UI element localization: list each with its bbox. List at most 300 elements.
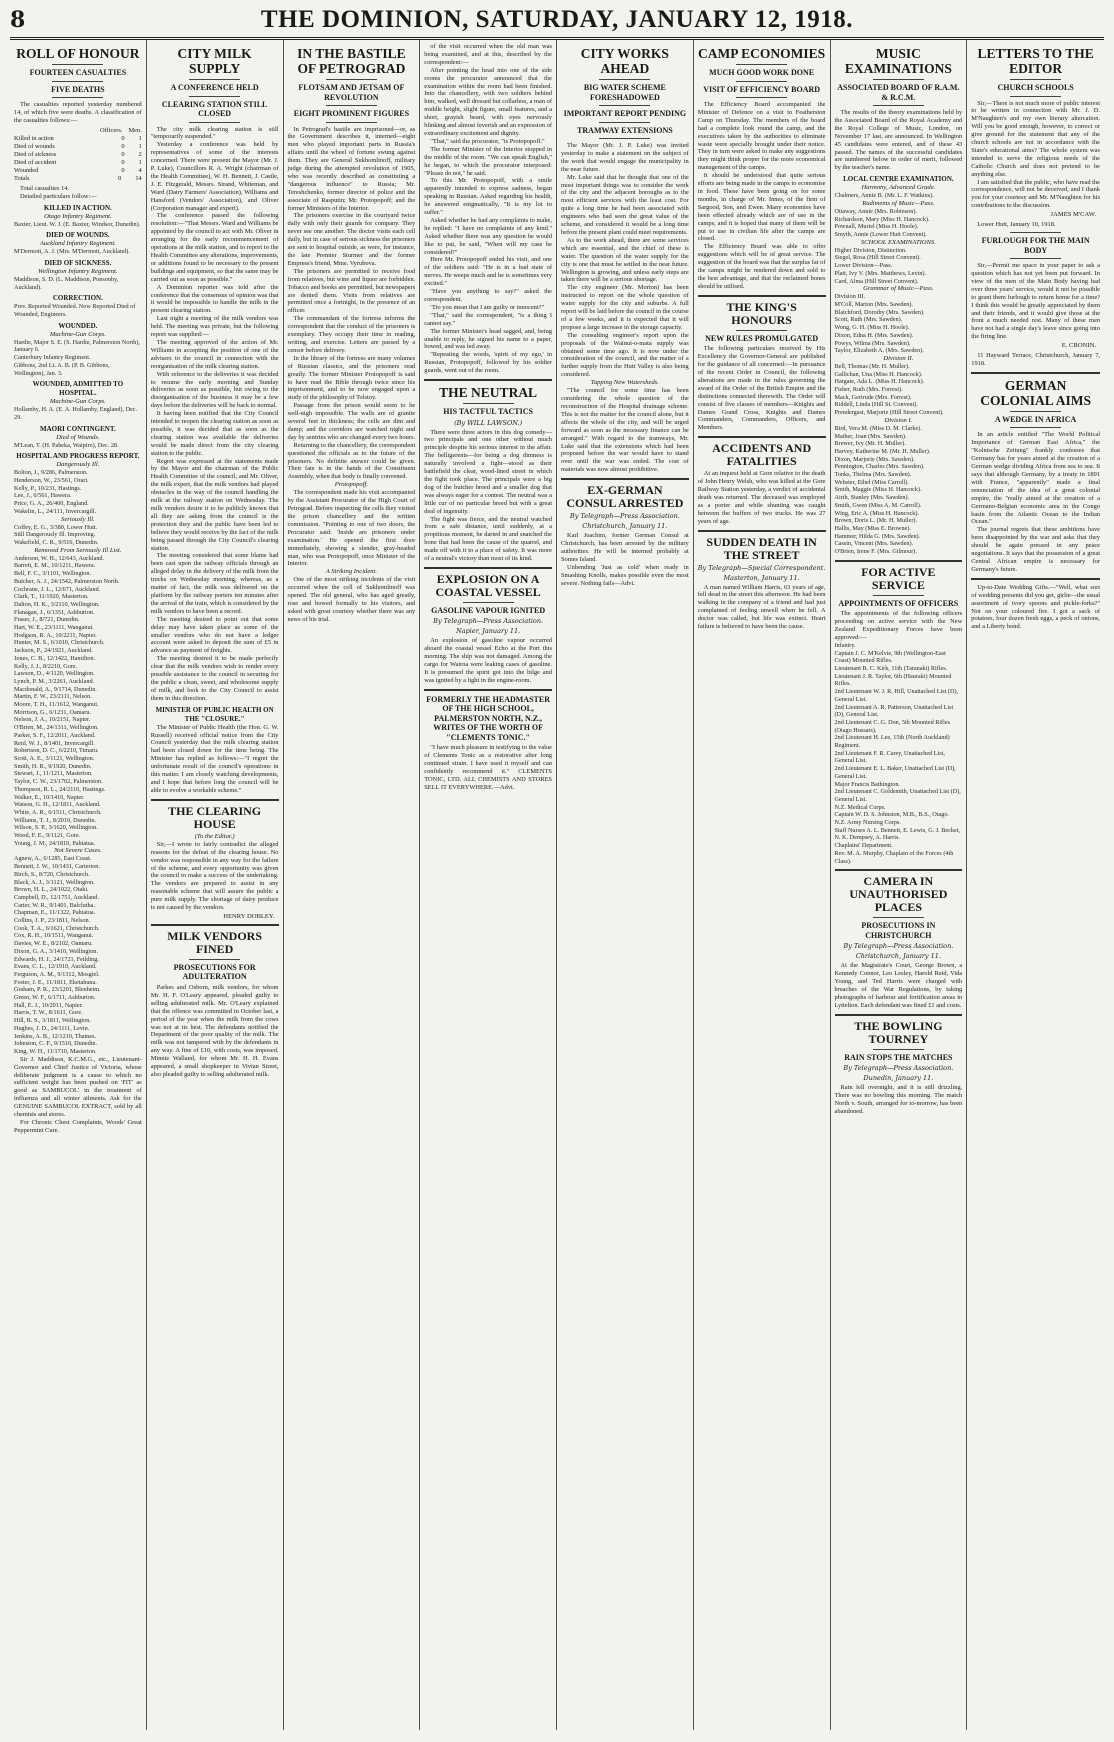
list-item: Martin, F. W., 23/2111, Nelson.	[14, 693, 92, 701]
list-item: Scott, Ruth (Mrs. Sawden).	[834, 316, 903, 324]
list-item: N.Z. Medical Corps.	[834, 803, 886, 811]
headline: MILK VENDORS FINED	[167, 928, 263, 956]
list-item: Butcher, A. J., 24/1542, Palmerston North.	[14, 577, 120, 585]
paragraph: The meeting considered that some blame had been cast upon the railway officials through an alleged delay in the delivery of the milk from the trucks on Wednesday morning, whereas, as a matter of fact, the milk was delivered on the platform by the railway porters ten minutes after the arrival of the train, which is considered by the milk vendors to have been a record.	[150, 552, 279, 615]
newspaper-title: THE DOMINION, SATURDAY, JANUARY 12, 1918.	[260, 6, 854, 33]
list-item: Tonks, Thelma (Mrs. Sawden).	[834, 471, 912, 479]
subheadline: IMPORTANT REPORT PENDING	[563, 109, 687, 118]
list-item: Jenkins, A. B., 12/1210, Thames.	[14, 1032, 97, 1040]
notice: For Chronic Chest Complaints, Woods' Great Peppermint Cure.	[14, 1118, 142, 1134]
paragraph: It having been notified that the City Council intended to reopen the clearing station as soon as possible, it was decided that as soon as the clearing station was available the deliveries would be made direct from the city clearing station to the public.	[150, 410, 279, 457]
table-cell: 0	[121, 134, 125, 142]
paragraph: Parkes and Osborn, milk vendors, for whom Mr. H. F. O'Leary appeared, pleaded guilty to selling adulterated milk. Mr. O'Leary explained that the offence was committed in October last, a period of the year when the milk from the cows was not at its best. The defendants notified the Department of the poor quality of the milk. The milk was not tampered with by the defendants in any way. A fine of £10, with costs, was imposed. Minnie Walland, for whom Mr. H. H. Evans appeared, a small shopkeeper in Vivian Street, also pleaded guilty to selling adulterated milk.	[150, 983, 279, 1078]
column-1	[10, 40, 147, 1730]
headline: THE BOWLING TOURNEY	[854, 1018, 943, 1046]
subheadline: CLEARING STATION STILL CLOSED	[161, 99, 268, 118]
paragraph: Sir,—I wrote to fairly contradict the alleged reasons for the defeat of the clearing house. No vendor was responsible in any way for the failure of the scheme, and every opportunity was given the council to make a success of the undertaking. The vendors are prepared to assist in any reasonable scheme that will assure the public a pure milk supply. The shortage of dairy produce is not caused by the vendors.	[150, 840, 279, 912]
paragraph: Sir,—There is not much more of public interest to be written in connection with Mr. J. D. M'Naughten's and my own literary altercation. Will you be good enough, however, to correct or give ground for the statement that any of the church schools are not in accordance with the State's educational aims? The whole system was intended to serve the religious needs of the Catholic Church and does not pretend to be anything else.	[971, 99, 1100, 178]
paragraph: The appointments of the following officers proceeding on active service with the New Zealand Expeditionary Forces have been approved:—	[834, 610, 963, 641]
list-item: 2nd Lieutenant C. Goldsmith, Unattached List (D), General List.	[834, 788, 961, 803]
casualty-table	[14, 127, 142, 183]
table-cell: Totals	[14, 174, 30, 182]
list-item: Harris, T. W., 8/1611, Gore.	[14, 1009, 83, 1017]
table-cell: 1	[138, 142, 142, 150]
list-item: Lawson, D., 4/1120, Wellington.	[14, 670, 95, 678]
list-item: Pownall, Muriel (Miss H. Hoole).	[834, 223, 919, 231]
table-row	[14, 135, 142, 143]
list-item: Fraser, J., 8/721, Dunedin.	[14, 616, 80, 624]
list-item: Chapman, E., 11/1322, Pahiatua.	[14, 909, 96, 917]
subheadline: (To the Editor.)	[194, 832, 235, 840]
list-item: Barrett, E. M., 10/1211, Hawera.	[14, 562, 96, 570]
paragraph: The Mayor (Mr. J. P. Luke) was invited yesterday to make a statement on the subject of the work that would engage the municipality in the near future.	[561, 142, 689, 173]
headline: LETTERS TO THE EDITOR	[977, 46, 1094, 76]
paragraph: The journal regrets that these ambitions have been disappointed by the war and asks that they should be again pressed in any peace negotiations. It says that the possession of a great Central African empire is necessary for Germany's future.	[971, 526, 1100, 573]
list-item: Parker, S. F., 12/2011, Auckland.	[14, 731, 96, 739]
list-item: Edwards, H. J., 24/1721, Feilding.	[14, 955, 99, 963]
paragraph: An explosion of gasoline vapour occurred aboard the coastal vessel Echo at the Port this morning. The ship was not damaged. Among the cargo for Wairoa were leaking cases of gasoline. It is presumed the spirit got into the bilge and was ignited by a light in the engine-room.	[424, 637, 552, 684]
list-item: Hallis, May (Miss E. Browne).	[834, 524, 911, 532]
advertisement-text: Unbending 'Just as cold' when ready in Smashing Knolls, makes possible even the most severe. Nothing fails—Advt.	[561, 563, 689, 587]
table-cell: 0	[121, 142, 125, 150]
list-item: Moore, T. H., 11/1612, Wanganui.	[14, 701, 99, 709]
byline: By Telegraph—Special Correspondent.	[697, 563, 826, 572]
list-item: Division III.	[834, 293, 866, 301]
list-item: Cook, T. A., 6/1621, Christchurch.	[14, 924, 100, 932]
list-item: Birch, S., 8/720, Christchurch.	[14, 870, 90, 878]
list-heading: Rudiments of Music—Pass.	[862, 199, 935, 207]
list-item: Jones, C. B., 12/1422, Hamilton.	[14, 654, 96, 662]
list-item: Bird, Vera M. (Miss D. M. Clarke).	[834, 424, 922, 432]
subheadline: FOURTEEN CASUALTIES	[29, 68, 127, 77]
paragraph: With reference to the deliveries it was decided to resume the early morning and Sunday deliveries as soon as possible, but owing to the disorganisation of the business it may be a few days before the deliveries will be back to normal.	[150, 370, 279, 410]
list-item: Prendergast, Marjorie (Hill Street Convent).	[834, 409, 944, 417]
list-item: Card, Alma (Hill Street Convent).	[834, 277, 919, 285]
headline: CAMERA IN UNAUTHORISED PLACES	[849, 874, 948, 915]
table-row	[14, 167, 142, 175]
list-item: Smyth, Annie (Lower Hutt Convent).	[834, 231, 927, 239]
column-4	[420, 40, 557, 1730]
list-item: Chalmers, Annie B. (Mr. L. F. Watkins).	[834, 192, 934, 200]
subheadline: FLOTSAM AND JETSAM OF REVOLUTION	[298, 83, 405, 102]
list-item: M'Dermott, A. J. (Mrs. M'Dermott, Auckland).	[14, 248, 130, 256]
unit-heading: Dangerously Ill.	[56, 461, 100, 469]
list-item: Hall, E. J., 10/2011, Napier.	[14, 1001, 83, 1009]
paragraph: The city engineer (Mr. Morton) has been instructed to report on the whole question of water supply for the city and suburbs. A full report will be laid before the council in the course of a few weeks, and it is expected that it will propose a large increase in the storage capacity.	[561, 284, 689, 331]
list-item: Smith, H. R., 9/1920, Dunedin.	[14, 762, 92, 770]
list-item: Airth, Stanley (Mrs. Sawden).	[834, 494, 910, 502]
table-row	[14, 143, 142, 151]
list-item: Wakefield, C. R., 9/516, Dunedin.	[14, 539, 99, 546]
dateline: Christchurch, January 11.	[582, 522, 668, 531]
dateline: Dunedin, January 11.	[863, 1074, 934, 1083]
paragraph: At the Magistrate's Court, George Brown, a Kennedy Connor, Leo Lesley, Harold Reid, Vida Young, and Ted Harris were charged with breaches of the War Regulations, by taking photographs of harbour and fortification areas in Lyttelton. Each defendant was fined £1 and costs.	[834, 962, 963, 1009]
section-heading: WOUNDED.	[58, 321, 98, 330]
paragraph: The meeting desired to point out that some delay may have taken place as some of the smaller vendors who do not have a ledger account were asked to deposit the sum of £5 in advance as payment of freights.	[150, 615, 279, 655]
list-item: Stewart, J., 11/1211, Masterton.	[14, 770, 93, 778]
table-note: Detailed particulars follow:—	[20, 192, 97, 200]
signature: E. CRONIN.	[1061, 342, 1096, 350]
list-heading: SCHOOL EXAMINATIONS.	[860, 238, 936, 246]
subheadline: RAIN STOPS THE MATCHES	[844, 1052, 953, 1062]
list-item: Chaplains' Department.	[834, 842, 893, 850]
list-item: Evans, C. L., 12/1910, Auckland.	[14, 963, 97, 971]
list-item: 2nd Lieutenant C. G. Don, 5th Mounted Rifles (Otago Hussars).	[834, 718, 950, 734]
byline: (By WILL LAWSON.)	[454, 418, 523, 427]
table-cell: 2	[138, 150, 142, 158]
list-item: Harvey, Katherine M. (Mr. H. Muller).	[834, 447, 931, 455]
subheadline: VISIT OF EFFICIENCY BOARD	[703, 84, 821, 94]
list-item: Thompson, R. L., 24/2110, Hastings.	[14, 785, 106, 793]
list-item: 2nd Lieutenant E. L. Baker, Unattached List (D), General List.	[834, 765, 956, 780]
list-item: Carter, W. R., 9/1401, Balclutha.	[14, 901, 95, 909]
list-item: Wing, Eric A. (Miss H. Hancock).	[834, 509, 919, 517]
list-item: Mather, Joan (Mrs. Sawden).	[834, 432, 907, 440]
list-item: Smith, Maggie (Miss H. Hancock).	[834, 486, 922, 494]
paragraph: It should be understood that quite serious efforts are being made in the camps to economise in food. These have been going on for some months, in charge of Mr. Innes, of the firm of Sargood, Son, and Ewen. Many economies have been effected already which are of use in the camps, and it is hoped that many of them will be put to use in civilian life after the camps are closed.	[697, 172, 826, 243]
list-item: Baxter, Lieut. W. J. (E. Baxter, Windsor, Dunedin).	[14, 220, 141, 228]
list-item: Ottaway, Annie (Mrs. Robinson).	[834, 207, 917, 215]
paragraph: of the visit occurred when the old man was being examined, and at this, described by the correspondent:—	[424, 43, 552, 66]
paragraph: The former Minister of the Interior stopped in the middle of the room. "We can speak English," he began, to which the procurator interposed: "Please do not," he said.	[424, 145, 552, 177]
list-item: Price, G. A., 26/400, England.	[14, 500, 89, 508]
list-item: Dixon, Marjorie (Mrs. Sawden).	[834, 455, 915, 463]
unit-heading: Machine-Gun Corps.	[49, 398, 106, 406]
subheadline: NEW RULES PROMULGATED	[705, 333, 819, 343]
list-item: Watson, G. H., 12/1811, Auckland.	[14, 801, 101, 809]
list-item: Hardie, Major S. E. (S. Hardie, Palmerston North), January 6.	[14, 338, 140, 354]
paragraph: "The council for some time has been considering the whole question of the reconstruction of the Hospital drainage scheme. This is not the matter for the council alone, but it affects the whole of the city, and will be urged forward as soon as the necessary finance can be arranged." With regard to the tramways, Mr. Luke said that the extensions which had been proposed before the war would have to stand over until the war was ended. The cost of materials was now almost prohibitive.	[561, 387, 689, 474]
list-item: Macdonald, A., 9/1714, Dunedin.	[14, 685, 97, 693]
paragraph: The results of the theory examinations held by the Associated Board of the Royal Academy and the Royal College of Music, London, on November 17 last, are announced. In Wellington 45 candidates were entered, and of these 43 passed. The names of the successful candidates are numbered below in order of merit, followed by the teacher's name.	[834, 109, 963, 172]
section-heading: WOUNDED, ADMITTED TO HOSPITAL.	[32, 380, 124, 398]
list-item: Jackson, P., 24/1921, Auckland.	[14, 647, 93, 655]
subheadline: APPOINTMENTS OF OFFICERS	[838, 598, 959, 608]
headline: THE NEUTRAL	[439, 385, 538, 401]
list-item: Hill, R. S., 3/1811, Wellington.	[14, 1017, 91, 1025]
list-item: Pennington, Charles (Mrs. Sawden).	[834, 463, 925, 471]
subheadline: MUCH GOOD WORK DONE	[709, 68, 815, 77]
paragraph: There were three actors in this dog comedy—two principals and one other without much principle despite his serious interest in the affair. The belligerents—for being a dog dimness is naturally involved a fight—stood as their battlefield the clear, wood-lined street in which the fight took place. The principals were a big dog of the butcher breed and a smaller dog that was always eager for a contest. The neutral was a little cur of no particular breed but with a great deal of ingenuity.	[424, 428, 552, 515]
letter-place-date: 11 Hayward Terrace, Christchurch, January 7, 1918.	[971, 352, 1100, 368]
list-item: Major Francis Bathington.	[834, 780, 900, 788]
list-item: Morrison, G., 6/1231, Oamaru.	[14, 708, 91, 716]
paragraph: Last night a meeting of the milk vendors was held. The meeting was private, but the following report was supplied:—	[150, 315, 279, 339]
dateline: Christchurch, January 11.	[855, 952, 942, 961]
list-item: Johnston, C. F., 9/1510, Dunedin.	[14, 1040, 98, 1048]
list-item: Dixon, Edna H. (Mrs. Sawden).	[834, 331, 914, 339]
column-7	[831, 40, 968, 1730]
list-item: Davies, W. E., 8/2102, Oamaru.	[14, 940, 93, 948]
column-3	[284, 40, 421, 1730]
list-item: Black, A. J., 3/1121, Wellington.	[14, 878, 95, 886]
headline: FOR ACTIVE SERVICE	[861, 564, 936, 592]
paragraph: The following particulars received by His Excellency the Governor-General are published for the guidance of all concerned:—In pursuance of the recent Order in Council, the following alterations are made in the rules governing the award of the Order of the British Empire and the distinctions connected therewith. The Order will consist of five classes of members—Knights and Dames Grand Cross, Knights and Dames Commanders, Commanders, Officers, and Members.	[697, 345, 826, 432]
list-item: M'Coll, Marion (Mrs. Sawden).	[834, 300, 913, 308]
subheadline: ASSOCIATED BOARD OF R.A.M. & R.C.M.	[837, 83, 960, 102]
unit-heading: Removed From Seriously Ill List.	[34, 546, 122, 554]
table-cell: Wounded	[14, 166, 39, 174]
table-cell: 0	[121, 158, 125, 166]
headline: SUDDEN DEATH IN THE STREET	[706, 534, 817, 562]
paragraph: In Petrograd's bastile are imprisoned—or, as the Government describes it, interned—eight men who played important parts in Russia's affairs until the wheel of fortune swung against them. They are General Sukhomlinoff, military judge during the attempted revolution of 1905, who was recently described as constituting a "dangerous influence" to Russia; Mr. Tereshchenko, former director of police and the associate of Rasputin; Mr. Protopopoff; and the former Ministers of the Interior.	[287, 125, 416, 212]
list-item: Taylor, C. W., 23/1702, Palmerston.	[14, 778, 103, 786]
paragraph: The Efficiency Board was able to offer suggestions which will be of great service. The suggestion of the board was that the surplus fat of the camps might be rendered down and sold to the best advantage, and that the reclaimed bones should be utilised.	[697, 243, 826, 290]
paragraph: As to the work ahead, there are some services which are essential, and the chief of these is water. The question of the water supply for the city is one that must be settled in the near future. Wellington is growing, and unless early steps are taken there will be a serious shortage.	[561, 236, 689, 284]
list-item: Blatchford, Dorothy (Mrs. Sawden).	[834, 308, 925, 316]
article-bastile-petrograd	[288, 46, 416, 624]
list-item: Brown, Doris L. (Mr. H. Muller).	[834, 517, 917, 525]
list-item: O'Brien, M., 24/1311, Wellington.	[14, 724, 99, 732]
list-item: Hammer, Hilda G. (Mrs. Sawden).	[834, 532, 921, 540]
list-item: Hughes, J. D., 24/1111, Levin.	[14, 1024, 90, 1032]
list-item: Richardson, Mary (Miss H. Hancock).	[834, 215, 930, 223]
table-cell: 1	[138, 158, 142, 166]
article-camp-economies	[698, 46, 826, 631]
advertisement-text: "I have much pleasure in testifying to the value of Clements Tonic as a restorative after long continued strain. I have used it myself and can confidently recommend it." CLEMENTS TONIC, LTD. ALL CHEMISTS AND STORES SELL IT EVERYWHERE.—Advt.	[424, 744, 552, 791]
unit-heading: Otago Infantry Regiment.	[44, 212, 112, 220]
list-item: Hart, W. E., 23/1111, Wanganui.	[14, 624, 94, 632]
list-item: 2nd Lieutenant F. R. Carey, Unattached List, General List.	[834, 749, 945, 765]
list-item: Bell, F. C., 3/1101, Wellington.	[14, 570, 92, 578]
paragraph: The casualties reported yesterday numbered 14, of which five were deaths. A classification of the casualties follows:—	[14, 101, 142, 124]
list-item: Hodgson, R. A., 10/2211, Napier.	[14, 631, 97, 639]
column-8	[967, 40, 1104, 1730]
list-item: Anderson, W. H., 12/643, Auckland.	[14, 554, 105, 562]
paragraph: Rain fell overnight, and it is still drizzling. There was no bowling this morning. The match North v. South, arranged for to-morrow, has been abandoned.	[834, 1084, 963, 1115]
list-item: Flanagan, J., 6/1351, Ashburton.	[14, 608, 95, 616]
list-item: Gibbons, 2nd Lt. A. B. (P. B. Gibbons, Wellington), Jan. 3.	[14, 361, 110, 377]
letter-place-date: Lower Hutt, January 10, 1918.	[977, 221, 1056, 229]
byline: By Telegraph—Press Association.	[843, 942, 954, 951]
article-city-works-ahead	[561, 46, 689, 588]
list-item: Bennett, J. W., 10/1431, Carterton.	[14, 863, 100, 871]
table-row	[14, 159, 142, 167]
list-item: Taylor, Elizabeth A. (Mrs. Sawden).	[834, 347, 924, 355]
list-item: Platt, Ivy V. (Mrs. Matthews, Levin).	[834, 269, 927, 277]
section-heading: DIED OF SICKNESS.	[44, 258, 112, 267]
paragraph: The consulting engineer's report upon the proposals of the Wainui-o-mata supply was obtained some time ago. It is now under the consideration of the council, and the matter of a further supply from the Hutt Valley is also being considered.	[561, 331, 689, 379]
paragraph: A man named William Harris, 63 years of age, fell dead in the street this afternoon. He had been walking in the company of a friend and had just complained of feeling unwell when he fell. A doctor was called, but life was extinct. Heart failure is believed to have been the cause.	[697, 583, 826, 631]
list-item: Rev. M. A. Murphy, Chaplain of the Forces (4th Class).	[834, 849, 954, 865]
paragraph: In the library of the fortress are many volumes of Russian classics, and the prisoners read greatly. The former Minister Protopopoff is said to have read the Bible through twice since his imprisonment, and to be now engaged upon a study of the philosophy of Tolstoy.	[287, 354, 416, 402]
table-header: Officers. Men.	[100, 126, 142, 134]
list-item: White, A. R., 6/1511, Christchurch.	[14, 808, 102, 816]
list-heading: Grammar of Music—Pass.	[863, 285, 934, 293]
list-item: Riddell, Linda (Hill St. Convent).	[834, 401, 918, 409]
headline: EXPLOSION ON A COASTAL VESSEL	[435, 571, 541, 599]
list-item: Hargate, Ada L. (Miss H. Hancock).	[834, 378, 925, 386]
list-item: Siegel, Rosa (Hill Street Convent).	[834, 254, 921, 262]
headline: CITY WORKS AHEAD	[580, 46, 669, 76]
byline: By Telegraph—Press Association.	[569, 512, 680, 521]
subheadline: BIG WATER SCHEME FORESHADOWED	[583, 83, 666, 102]
list-item: Staff Nurses A. L. Bennett, E. Lewis, G. J. Becket, N. K. Dempsey, A. Harris.	[834, 826, 961, 842]
table-cell: Died of sickness	[14, 150, 57, 158]
paragraph: The conference passed the following resolution:—"That Messrs. Ward and Williams be appointed by the council to act with Mr. Oliver in arranging for the early recommencement of operations at the milk station, and to report to the Health Committee any alterations, improvements, or additions found to be necessary to the present buildings and equipment, so that the same may be carried out as soon as possible."	[150, 212, 279, 283]
list-item: Lieutenant B. C. Kirk, 11th (Taranaki) Rifles.	[834, 665, 948, 673]
paragraph: "That," said the correspondent, "is a thing I cannot say."	[424, 311, 552, 327]
headline: ACCIDENTS AND FATALITIES	[712, 441, 812, 469]
list-item: Cochrane, J. L., 12/671, Auckland.	[14, 585, 101, 593]
paragraph: The meeting desired it to be made perfectly clear that the milk vendors wish to render every possible assistance to the council in securing for the public a clean, sweet, and wholesome supply of milk, and look to the City Council to assist them in this direction.	[150, 655, 279, 702]
subheadline: PROSECUTIONS FOR ADULTERATION	[173, 962, 256, 982]
headline: IN THE BASTILE OF PETROGRAD	[297, 46, 406, 76]
table-cell: Died of wounds	[14, 142, 55, 150]
list-item: Lower Division—Pass.	[834, 262, 893, 270]
list-heading: Harmony, Advanced Grade.	[861, 184, 936, 192]
list-item: Wakelin, L., 24/111, Invercargill.	[14, 507, 97, 515]
list-item: Canterbury Infantry Regiment.	[14, 354, 91, 362]
subheadline: TRAMWAY EXTENSIONS	[577, 125, 673, 135]
paragraph: "Have you anything to say?" asked the correspondent.	[424, 288, 552, 303]
paragraph: "That," said the procurator, "is Protopopoff."	[430, 137, 545, 145]
dateline: Napier, January 11.	[456, 627, 521, 636]
page-number: 8	[10, 7, 26, 33]
list-item: Powys, Wilma (Mrs. Sawden).	[834, 339, 911, 347]
paragraph: Regret was expressed at the statements made by the Mayor and the chairman of the Public Health Committee of the council, and Mr. Oliver, the milk expert, that the milk vendors had played obstacles in the way of the council handling the milk at the railway station on Wednesday. The milk vendors desire it to be publicly known that all they are asking from the council is the protection they and the public have been led to believe they would receive by the fact of the milk being passed through the City Council's clearing station.	[150, 457, 279, 552]
list-item: Collins, J. P., 23/1811, Nelson.	[14, 917, 91, 925]
list-item: Captain J. C. M'Kelvie, 9th (Wellington-East Coast) Mounted Rifles.	[834, 649, 946, 665]
advertisement-heading: FORMERLY THE HEADMASTER OF THE HIGH SCHOOL, PALMERSTON NORTH, N.Z., WRITES OF THE WORTH OF "CLEMENTS TONIC."	[426, 694, 550, 742]
paragraph: The Minister of Public Health (the Hon. G. W. Russell) received official notice from the City Council yesterday that the milk clearing station had been closed down for the time being. The Minister has replied as follows:—"I regret the unfortunate result of the council's operations in this matter. I am closely watching developments, and I hope that before long the council will be able to evolve a workable scheme."	[150, 723, 279, 794]
list-item: Lee, J., 6/561, Hawera.	[14, 492, 72, 500]
list-item: Ferguson, A. M., 9/1312, Mosgiel.	[14, 970, 100, 978]
column-2	[147, 40, 284, 1730]
list-item: Bolton, J., 9/286, Palmerston.	[14, 469, 88, 477]
list-item: Lynch, P. M., 3/2261, Auckland.	[14, 677, 95, 685]
list-item: Foster, J. E., 11/1811, Eketahuna.	[14, 978, 97, 986]
list-item: 2nd Lieutenant W. J. R. Hill, Unattached List (D), General List.	[834, 688, 959, 703]
article-roll-of-honour	[14, 46, 142, 1135]
list-item: Agnew, A., 6/1285, East Coast.	[14, 855, 92, 863]
list-item: Kelly, J. J., 8/2210, Gore.	[14, 662, 78, 670]
byline: By Telegraph—Press Association.	[843, 1064, 954, 1073]
list-item: Hollamby, H. A. (E. A. Hollamby, England), Dec. 29.	[14, 406, 138, 421]
section-heading: LOCAL CENTRE EXAMINATION.	[843, 175, 954, 184]
list-item: Clark, T., 11/1920, Masterton.	[14, 593, 89, 601]
list-item: Smith, Gwen (Miss A. M. Carroll).	[834, 501, 922, 509]
list-item: Hunter, M. S., 6/1010, Christchurch.	[14, 639, 105, 647]
list-item: M'Lean, T. (H. Paheka, Waipiro), Dec. 28.	[14, 441, 119, 449]
column-5	[557, 40, 694, 1730]
list-item: 2nd Lieutenant A. R. Patterson, Unattached List (D), General List.	[834, 703, 954, 719]
subheadline: A CONFERENCE HELD	[170, 83, 259, 92]
list-item: Fisher, Ruth (Mrs. Forrest).	[834, 386, 903, 394]
list-item: Lieutenant J. R. Taylor, 6th (Hauraki) Mounted Rifles.	[834, 672, 952, 688]
table-note: Total casualties 14.	[20, 184, 70, 192]
paragraph: Yesterday a conference was held by representatives of some of the interests concerned. There were present the Mayor (Mr. J. P. Luke), Councillors R. A. Wright (chairman of the Health Committee), W. H. Bennett, J. Castle, J. E. Fitzgerald, Messrs. Strand, Whiteman, and Ward (Dairy Farmers' Association), Williams and Hansford (Vendors' Association), and Oliver (Corporation manager and expert).	[150, 141, 279, 212]
list-item: Higher Division, Distinction.	[834, 246, 907, 254]
list-item: Still Dangerously Ill. Improving.	[14, 531, 96, 539]
list-item: Williams, T. J., 8/2010, Dunedin.	[14, 816, 97, 824]
headline: MUSIC EXAMINATIONS	[844, 46, 952, 76]
paragraph: The prisoners exercise in the courtyard twice daily with only their guards for company. They never see one another. The doctor visits each cell daily, but in case of serious sickness the prisoners are sent to hospital outside, as were, for instance, the late Premier Sturmer and the former Empress's friend, Mme. Vyrubova.	[287, 212, 416, 267]
list-item: N.Z. Army Nursing Corps.	[834, 819, 901, 827]
unit-heading: Machine-Gun Corps.	[49, 330, 106, 338]
section-heading: MINISTER OF PUBLIC HEALTH ON THE "CLOSURE."	[155, 705, 274, 723]
paragraph: The city milk clearing station is still "temporarily suspended."	[150, 125, 279, 141]
article-city-milk-supply	[151, 46, 279, 1079]
dateline: Masterton, January 11.	[723, 573, 800, 582]
headline: ROLL OF HONOUR	[16, 46, 140, 61]
section-heading: KILLED IN ACTION.	[43, 203, 112, 212]
paragraph: Sir J. Maddison, K.C.M.G., etc., Lieutenant-Governor and Chief Justice of Victoria, whose deliberate judgment is a cause to which no sufficient weight has been pushed on 'FIT' as good as SAMBUCOL' in the treatment of influenza and all winter ailments. Ask for the GENUINE SAMBUCOL EXTRACT, sold by all chemists and stores.	[14, 1055, 142, 1119]
paragraph: The correspondent made his visit accompanied by the Assistant Procurator of the High Court of Petrograd. Before inspecting the cells they visited the prison chancellery and the written commission. "Pointing to one of two doors, the Procurator said: 'Inside are prisoners under examination.' He opened the first door immediately, showing a slender, gray-headed man, who was Protopopoff, once Minister of the Interior.	[287, 489, 416, 568]
list-item: O'Brien, Irene F. (Mrs. Gilmour).	[834, 548, 917, 556]
paragraph: A Dominion reporter was told after the conference that the consensus of opinion was that it would be impossible to handle the milk in the present clearing station.	[150, 283, 279, 315]
unit-heading: Wellington Infantry Regiment.	[38, 267, 118, 275]
paragraph: "Do you mean that I am guilty or innocent?"	[430, 303, 545, 311]
list-item: Coffey, E. G., 3/380, Lower Hutt.	[14, 523, 98, 531]
list-item: Henderson, W., 23/561, Orari.	[14, 477, 89, 485]
subheadline: A WEDGE IN AFRICA	[994, 414, 1077, 424]
list-item: Prev. Reported Wounded. Now Reported Died of Wounded, Engineers.	[14, 303, 136, 319]
paragraph: Mr. Luke said that he thought that one of the most important things was to consider the work of the city and the adjacent boroughs as to the most efficient services with the least cost. For quite a long time he had been associated with engineers who had seen the great value of the scheme, and considered it would be a long time before the present plant could meet requirements.	[561, 173, 689, 236]
paragraph: At an inquest held at Gore relative to the death of John Henry Welsh, who was killed at the Gore Railway Station yesterday, a verdict of accidental death was returned. The deceased was employed as a porter and while shunting was caught between the buffers of two trucks. He was 27 years of age.	[697, 470, 826, 525]
list-item: Young, J. M., 24/1810, Pahiatua.	[14, 839, 96, 847]
paragraph: The prisoners are permitted to receive food from relatives, but wine and liquor are forbidden. Tobacco and books are permitted, but newspapers are denied them. Visits from relatives are permitted once a fortnight, in the presence of an officer.	[287, 267, 416, 315]
list-item: Robertson, D. C., 6/2210, Timaru.	[14, 747, 99, 755]
table-row	[14, 175, 142, 183]
subheadline: EIGHT PROMINENT FIGURES	[293, 109, 410, 118]
paragraph: One of the most striking incidents of the visit occurred when the cell of Sukhomlinoff was opened. The old general, who has aged greatly, rose and bowed formally to his visitors, and asked with great courtesy whether there was any news of his trial.	[287, 576, 416, 623]
columns	[10, 40, 1104, 1730]
list-item: Bell, Thomas (Mr. H. Muller).	[834, 362, 910, 370]
list-item: Maddison, S. D. (L. Maddison, Ponsonby, Auckland).	[14, 275, 119, 291]
table-cell: 0	[121, 150, 125, 158]
list-item: Mack, Gertrude (Mrs. Forrest).	[834, 393, 912, 401]
list-item: Captain W. D. S. Johnston, M.B., B.S., Otago.	[834, 811, 949, 819]
list-item: Cox, R. H., 10/1511, Wanganui.	[14, 932, 94, 940]
paragraph: "Repeating the words, 'spirit of my ego,' in Russian, Protopopoff, followed by his soldier guards, went out of the room.	[424, 351, 552, 375]
headline: THE KING'S HONOURS	[726, 299, 797, 327]
list-item: Dalton, H. K., 3/2110, Wellington.	[14, 600, 100, 608]
headline: THE CLEARING HOUSE	[168, 803, 262, 831]
headline: CAMP ECONOMIES	[698, 46, 826, 61]
table-row	[14, 151, 142, 159]
unit-heading: Died of Wounds.	[56, 433, 100, 441]
list-item: Wilson, S. P., 3/1620, Wellington.	[14, 824, 98, 832]
headline: EX-GERMAN CONSUL ARRESTED	[566, 483, 684, 511]
paragraph: Here Mr. Protopopoff ended his visit, and one of the soldiers said: "He is in a bad state of nerves. He weeps much and he is sometimes very excited."	[424, 256, 552, 288]
list-item: King, W. H., 11/1710, Masterton.	[14, 1048, 97, 1055]
headline: CITY MILK SUPPLY	[177, 46, 252, 76]
subheadline: HIS TACTFUL TACTICS	[443, 407, 533, 417]
table-cell: 0	[118, 174, 122, 182]
paragraph: The former Minister's head sagged, and, being unable to reply, he signed his name to a paper, bowed, and was led away.	[424, 327, 552, 351]
masthead	[10, 6, 1104, 40]
list-item: Infantry.	[834, 641, 856, 649]
subheadline: CHURCH SCHOOLS	[997, 83, 1074, 92]
list-item: Gallichan, Una (Miss H. Hancock).	[834, 370, 923, 378]
subheadline: FIVE DEATHS	[51, 84, 105, 94]
list-item: Brewer, Ivy (Mr. H. Muller).	[834, 440, 906, 448]
list-item: Wong, G. H. (Miss H. Hoole).	[834, 324, 910, 332]
list-item: 2nd Lieutenant H. Lee, 15th (North Auckland) Regiment.	[834, 734, 950, 750]
unit-heading: Seriously Ill.	[61, 515, 95, 523]
article-letters	[971, 46, 1100, 631]
list-item: Dixon, G. A., 3/1410, Wellington.	[14, 947, 98, 955]
subheadline: GASOLINE VAPOUR IGNITED	[431, 605, 546, 615]
section-heading: A Striking Incident.	[325, 568, 378, 576]
list-heading: Division II.	[883, 354, 914, 362]
paragraph: Passage from the prison would seem to be well-nigh impossible. The walls are of granite several feet in thickness; the cells are dim and damp; and the corridors are watched night and day by sentries who are changed every two hours.	[287, 402, 416, 441]
list-item: Campbell, D., 12/1751, Auckland.	[14, 893, 99, 901]
section-heading: DIED OF WOUNDS.	[46, 231, 110, 240]
paragraph: Returning to the chancellery, the correspondent questioned the officials as to the future of the prisoners. No definite answer could be given. Their fate is in the hands of the Constituent Assembly, when that body is finally convened.	[287, 441, 416, 481]
list-item: Scott, A. E., 3/1121, Wellington.	[14, 754, 95, 762]
